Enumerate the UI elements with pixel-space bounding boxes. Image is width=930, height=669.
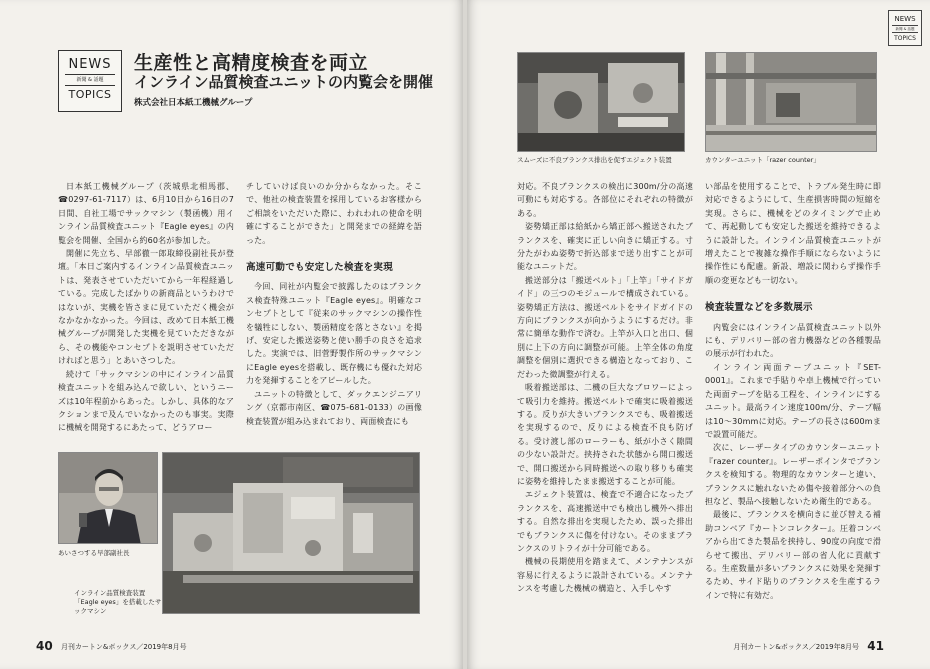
left-page: [0, 0, 463, 669]
side-badge-middle: 新聞 & 話題: [892, 25, 918, 33]
paragraph: 続けて「サックマシンの中にインライン品質検査ユニットを組み込んで欲しい、というニーズは10年程前からあった。しかし、具体的なアクションまで及んでいなかったのも事実。実際に機械を開発するにあたって、どうアロー: [58, 369, 234, 433]
paragraph: ユニットの特徴として、ダックエンジニアリング（京都市南区、☎075-681-0133）の画像検査装置が組み込まれており、両面検査にも: [246, 389, 422, 426]
footer-text: 月刊カートン&ボックス／2019年8月号: [733, 643, 860, 651]
machine-photo: [162, 452, 420, 614]
left-column-2: [246, 180, 422, 428]
eject-device-photo: [517, 52, 685, 152]
paragraph: 最後に、ブランクスを横向きに並び替える補助コンベア『カートンコレクター』。圧着コンベアから出てきた製品を挟持し、90度の向度で滑らせて搬出、デリバリー部の省人化に貢献する。生産数量が多いブランクスに効果を発揮するため、サイド貼りのブランクスを生産するラインで特に有効だ。: [705, 510, 881, 600]
caption-photo2: カウンターユニット「razer counter」: [705, 156, 820, 164]
paragraph: チしていけば良いのか分からなかった。そこで、他社の検査装置を採用しているお客様からご相談をいただいた際に、われわれの使命を明確にすることができた」と開発までの経緯を語った。: [246, 182, 422, 245]
paragraph: 次に、レーザータイプのカウンターユニット『razer counter』。レーザーポインタでブランクスを検知する。物理的なカウンターと違い、ブランクスに触れないため傷や接着部分への負担など、製品へ接触しないため衛生的である。: [705, 443, 881, 506]
paragraph: 開催に先立ち、早部徹一郎取締役副社長が登壇。「本日ご案内するインライン品質検査ユニットは、発表させていただいてから一年程経過している。完成したばかりの新商品というわけではないが、実機を皆さまに見ていただく機会がなかなかなかった。今回は、改めて日本紙工機械グループが開発した実機を見ていただきながら、その機能やコンセプトを説明させていただければと思う」とあいさつした。: [58, 249, 234, 366]
article-title: 生産性と高精度検査を両立: [134, 52, 369, 74]
eject-device-illustration: [518, 53, 685, 152]
side-badge-news: NEWS: [894, 15, 916, 23]
section-heading: 高速可動でも安定した検査を実現: [246, 262, 394, 274]
paragraph: 機械の長期使用を踏まえて、メンテナンスが容易に行えるように設計されている。メンテナンスを考慮した機械の構造と、入手しやす: [517, 557, 693, 594]
paragraph: 内覧会にはインライン品質検査ユニット以外にも、デリバリー部の省力機器などの各種製品の展示が行われた。: [705, 322, 881, 359]
caption-photo1: スムーズに不良ブランクス排出を促すエジェクト装置: [517, 156, 672, 164]
badge-topics: TOPICS: [68, 88, 112, 101]
right-column-1: [517, 180, 693, 596]
person-illustration: [59, 453, 158, 544]
side-badge-topics: TOPICS: [894, 35, 916, 42]
badge-news: NEWS: [68, 57, 112, 72]
left-column-1: [58, 180, 234, 435]
article-subtitle: インライン品質検査ユニットの内覧会を開催: [134, 73, 433, 91]
caption-machine: インライン品質検査装置「Eagle eyes」を搭載したサックマシン: [74, 589, 162, 615]
paragraph: 対応。不良ブランクスの検出に300m/分の高速可動にも対応する。各部位にそれぞれの特徴がある。: [517, 182, 693, 218]
paragraph: 日本紙工機械グループ（茨城県北相馬郡、☎0297-61-7117）は、6月10日から16日の7日間、自社工場でサックマシン（製函機）用インライン品質検査ユニット『Eagle eyes』の内覧会を開催、全国から約60名が参加した。: [58, 182, 234, 245]
side-news-topics-badge: [888, 10, 922, 46]
article-company: 株式会社日本紙工機械グループ: [134, 98, 253, 108]
page-number: 40: [36, 639, 53, 653]
laser-counter-illustration: [706, 53, 877, 152]
laser-counter-photo: [705, 52, 877, 152]
paragraph: 搬送部分は「搬送ベルト」「上竿」「サイドガイド」の三つのモジュールで構成されている。姿勢矯正方法は、搬送ベルトをサイドガイドの方向にブランクスが向かうようにするだけ。非常に簡単な動作で済む。上竿が入口と出口、個別に上下の方向に調整が可能。上竿全体の角度調整を個別に選択できる構造となっており、こだわった微調整が行える。: [517, 275, 693, 379]
paragraph: 今回、同社が内覧会で披露したのはブランクス検査特殊ユニット『Eagle eyes』。明確なコンセプトとして『従来のサックマシンの操作性を犠牲にしない、製函精度を落とさない』を掲げ、安定した搬送姿勢と使い勝手の良さを追求した。実演では、旧菅野製作所のサックマシンにEagle eyesを搭載し、既存機にも優れた対応力を発揮することをアピールした。: [246, 282, 422, 386]
paragraph: 吸着搬送部は、二機の巨大なブロワーによって吸引力を維持。搬送ベルトで確実に吸着搬送する。反りが大きいブランクスでも、吸着搬送を実現するので、反りによる検査不良も防げる。受け渡し部のローラーも、紙が小さく隙間の少ない設計だ。挟持された状態から開口搬送で、開口搬送から同時搬送への取り移りも確実に姿勢を維持したまま搬送することが可能。: [517, 383, 693, 486]
news-topics-badge: [58, 50, 122, 112]
right-footer: [733, 639, 890, 653]
paragraph: エジェクト装置は、検査で不適合になったブランクスを、高速搬送中でも検出し機外へ排出する。自然な排出を実現したため、誤った排出でもブランクスに傷を付けない。そのままブランクスのリトライが十分可能である。: [517, 490, 693, 553]
footer-text: 月刊カートン&ボックス／2019年8月号: [60, 643, 187, 651]
paragraph: 姿勢矯正部は給紙から矯正部へ搬送されたブランクスを、確実に正しい向きに矯正する。寸分たがわぬ姿勢で折込部まで送り出すことが可能なユニットだ。: [517, 222, 693, 272]
sack-machine-illustration: [163, 453, 420, 614]
caption-person: あいさつする早部副社長: [58, 549, 130, 557]
left-footer: [30, 639, 187, 653]
right-page: [467, 0, 930, 669]
paragraph: い部品を使用することで、トラブル発生時に即対応できるようにして、生産損害時間の短縮を実現。さらに、機械をどのタイミングで止めて、再起動しても安定した搬送を維持できるように設計した。インライン品質検査ユニットが増えたことで複雑な操作手順にならないように操作性にも配慮。新設、増設に関わらず操作手順の変更なども一切ない。: [705, 182, 881, 285]
page-number: 41: [867, 639, 884, 653]
right-column-2: [705, 180, 881, 602]
paragraph: インライン両面テープユニット『SET-0001』。これまで手貼りや卓上機械で行っていた両面テープを貼る工程を、インラインにするユニット。最高ライン速度100m/分、テープ幅は10〜30mmに対応。テープの長さは600mまで設置可能だ。: [705, 362, 881, 439]
section-heading: 検査装置などを多数展示: [705, 302, 813, 314]
badge-middle: 新聞 & 話題: [65, 74, 115, 86]
vice-president-photo: [58, 452, 158, 544]
